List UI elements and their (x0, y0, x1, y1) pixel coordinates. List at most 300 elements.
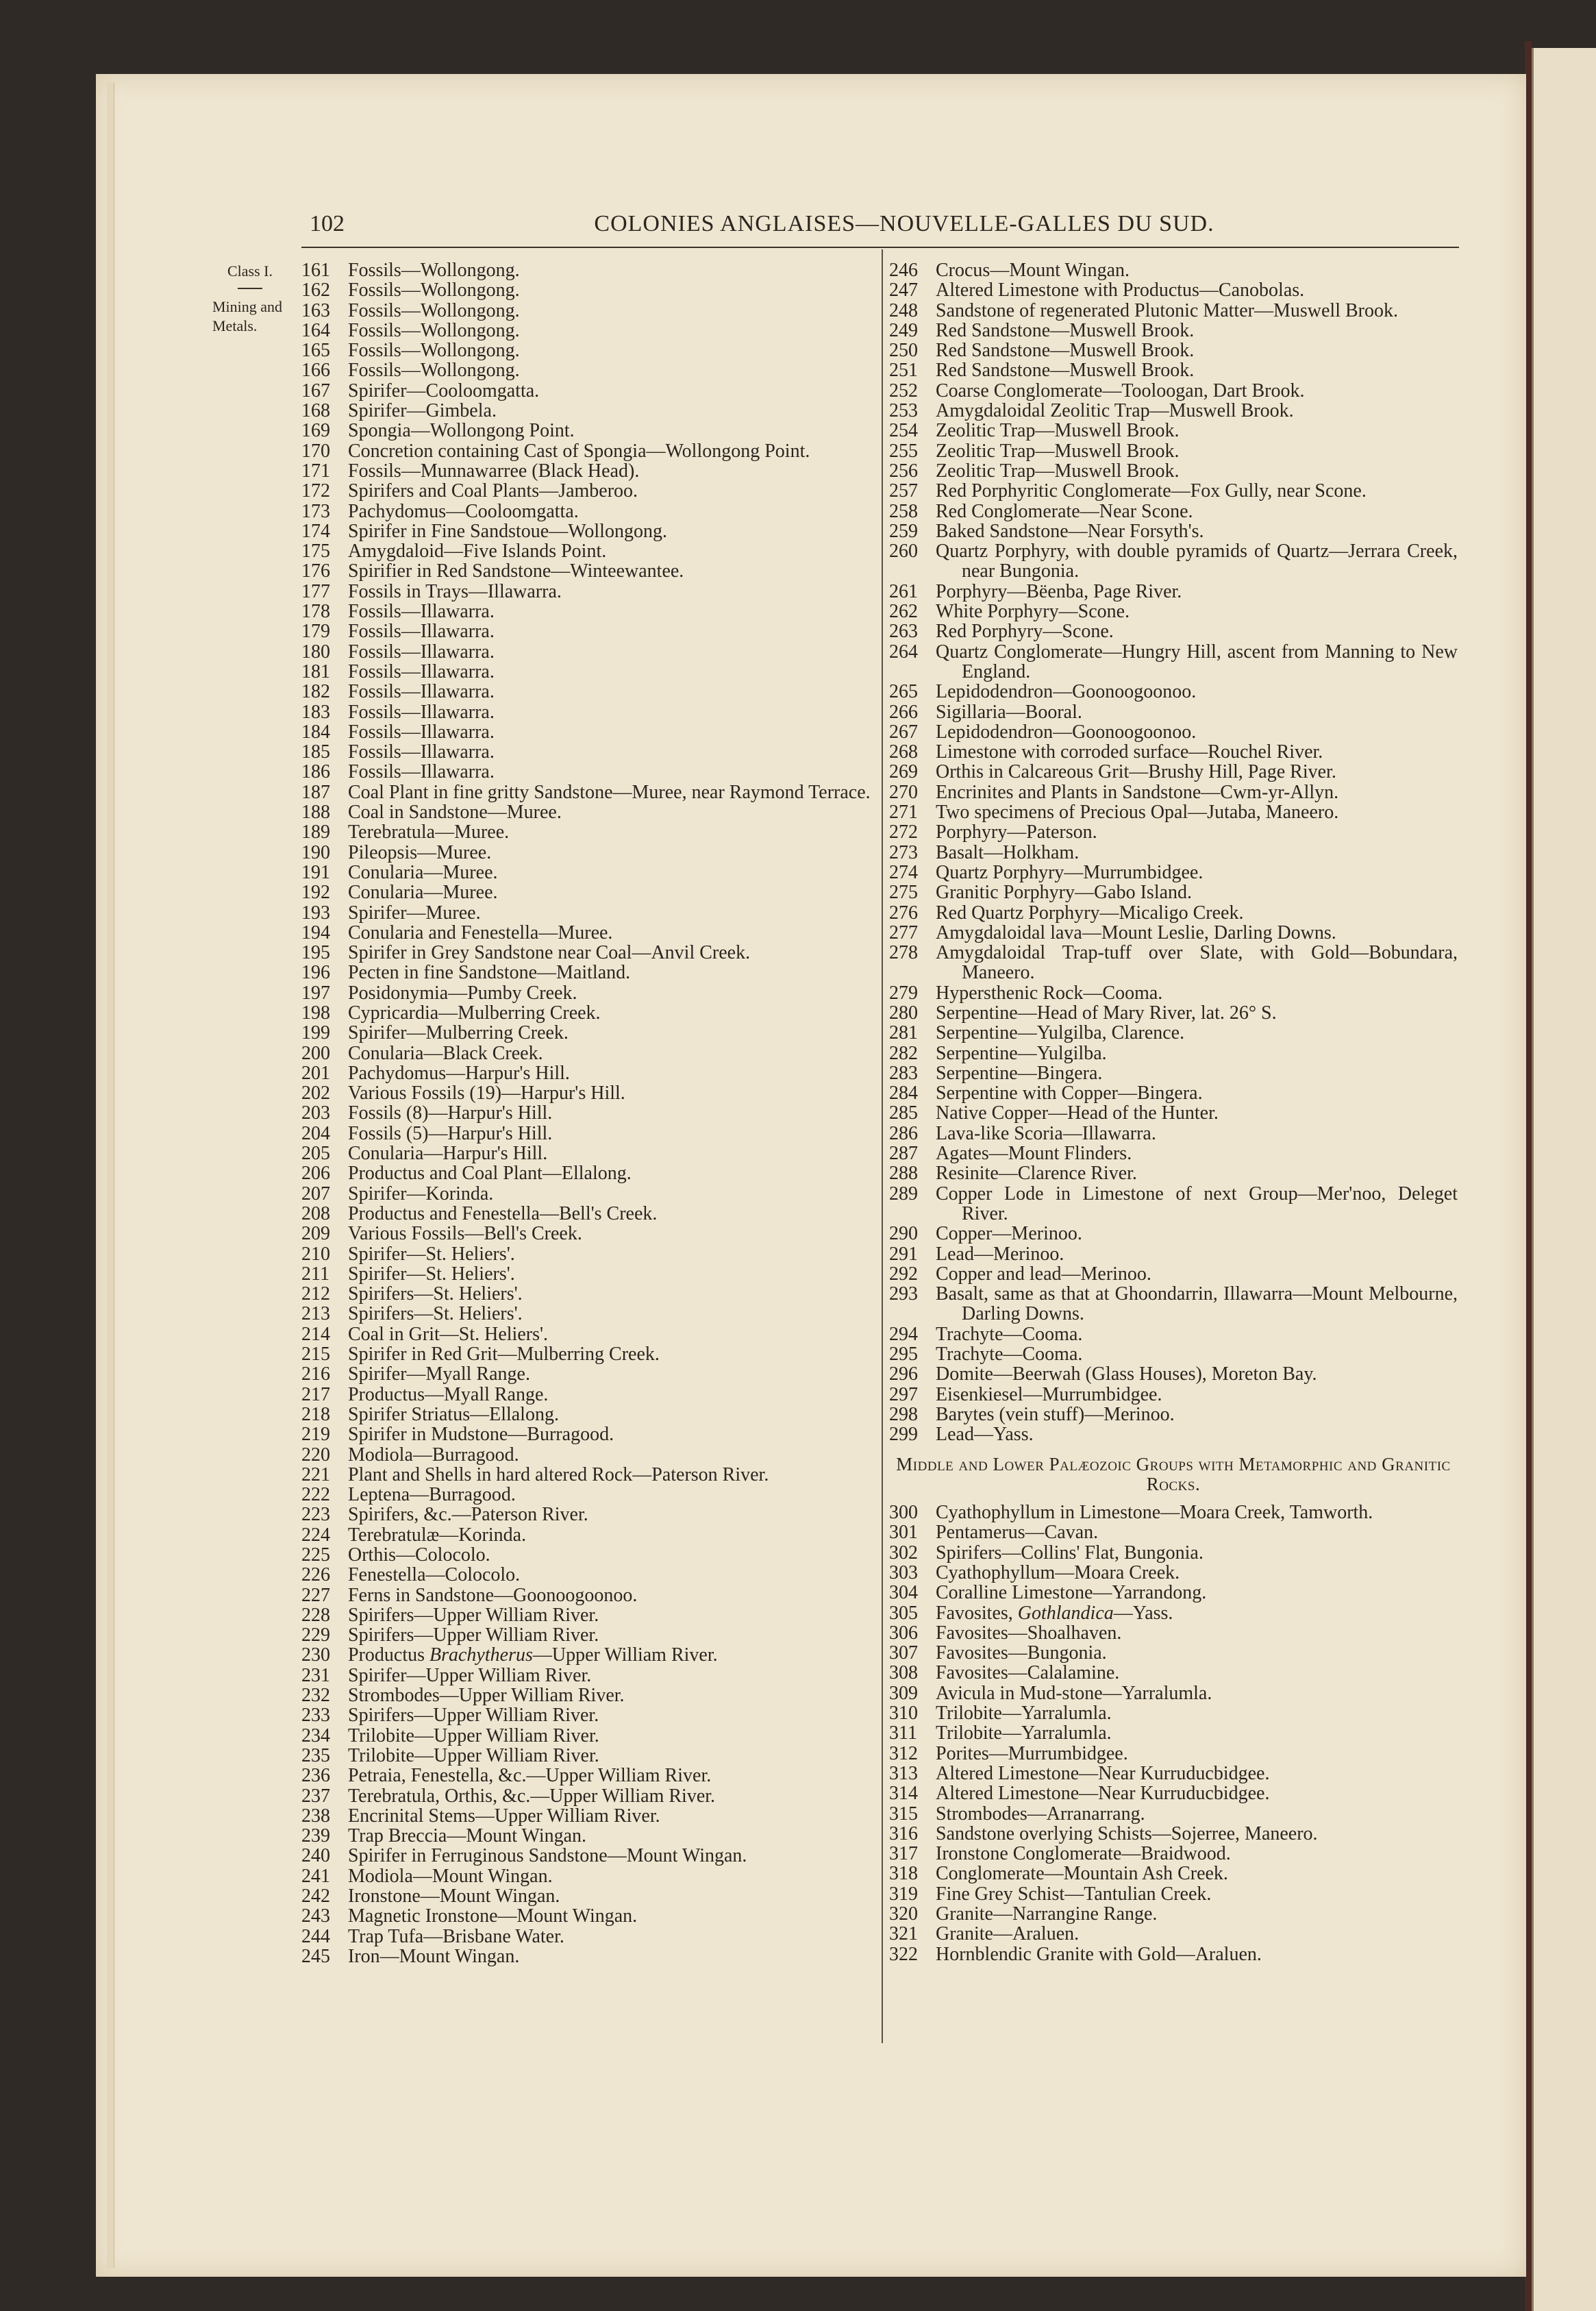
entry-description: Ironstone—Mount Wingan. (348, 1886, 560, 1907)
entry-number: 305 (889, 1602, 918, 1624)
catalogue-entry (889, 1884, 1458, 1904)
entry-text (936, 461, 1458, 481)
entry-text (348, 843, 877, 863)
entry-text (936, 1924, 1458, 1944)
catalogue-entry (889, 742, 1458, 762)
entry-description: Petraia, Fenestella, &c.—Upper William River. (348, 1765, 712, 1787)
catalogue-entry (889, 1163, 1458, 1183)
entry-number: 277 (889, 922, 918, 943)
entry-number: 320 (889, 1903, 918, 1925)
catalogue-entry (301, 1083, 877, 1103)
entry-number: 170 (301, 440, 330, 462)
entry-text (348, 1766, 877, 1785)
entry-number: 264 (889, 641, 918, 663)
entry-description: Spirifers and Coal Plants—Jamberoo. (348, 480, 638, 502)
entry-description: Spirifers—Upper William River. (348, 1604, 599, 1626)
entry-text (348, 1786, 877, 1806)
entry-description: Fossils—Illawarra. (348, 601, 495, 623)
entry-number: 318 (889, 1863, 918, 1885)
entry-number: 199 (301, 1022, 330, 1044)
catalogue-entry (301, 1284, 877, 1304)
margin-note (205, 262, 295, 336)
entry-text (936, 1424, 1458, 1444)
entry-text (936, 762, 1458, 782)
entry-text (936, 541, 1458, 582)
entry-text (936, 280, 1458, 300)
entry-number: 190 (301, 841, 330, 863)
catalogue-entry (301, 1385, 877, 1405)
entry-text (348, 1585, 877, 1605)
entry-description: Red Quartz Porphyry—Micaligo Creek. (936, 902, 1244, 924)
entry-description: Spirifer—Cooloomgatta. (348, 380, 540, 401)
entry-number: 255 (889, 440, 918, 462)
entry-text (348, 642, 877, 662)
section-heading: Middle and Lower Palæozoic Groups with Metamorphic and Granitic Rocks. (896, 1453, 1451, 1494)
catalogue-entry (889, 903, 1458, 923)
entry-description: Pachydomus—Cooloomgatta. (348, 500, 579, 522)
entry-number: 281 (889, 1022, 918, 1044)
catalogue-entry (301, 481, 877, 501)
entry-description: Terebratula—Muree. (348, 821, 510, 843)
entry-description: Conularia—Muree. (348, 882, 498, 904)
entry-text (936, 1643, 1458, 1663)
catalogue-entry (889, 1244, 1458, 1264)
entry-number: 278 (889, 942, 918, 964)
entry-text (936, 843, 1458, 863)
entry-description: Amygdaloidal lava—Mount Leslie, Darling Downs. (936, 922, 1336, 943)
entry-description: Fossils—Illawarra. (348, 641, 495, 663)
catalogue-entry (889, 481, 1458, 501)
entry-number: 193 (301, 902, 330, 924)
entry-text (348, 1645, 877, 1665)
entry-number: 275 (889, 882, 918, 904)
entry-text (348, 1565, 877, 1585)
catalogue-entry (301, 381, 877, 401)
entry-text (348, 722, 877, 742)
entry-number: 202 (301, 1083, 330, 1104)
catalogue-entry (889, 1344, 1458, 1364)
catalogue-entry (301, 1485, 877, 1505)
entry-text (936, 582, 1458, 602)
catalogue-entry (301, 1184, 877, 1204)
entry-description: Fossils—Illawarra. (348, 701, 495, 723)
entry-number: 268 (889, 741, 918, 763)
entry-text (936, 1083, 1458, 1103)
catalogue-entry (301, 1204, 877, 1224)
entry-number: 317 (889, 1843, 918, 1865)
catalogue-entry (301, 1304, 877, 1324)
catalogue-entry (301, 1364, 877, 1384)
entry-number: 232 (301, 1685, 330, 1707)
entry-description: Fossils—Illawarra. (348, 761, 495, 783)
entry-description: Copper—Merinoo. (936, 1223, 1082, 1245)
catalogue-entry (301, 401, 877, 421)
entry-number: 198 (301, 1002, 330, 1024)
entry-number: 306 (889, 1622, 918, 1644)
entry-text (348, 1746, 877, 1766)
entry-number: 267 (889, 721, 918, 743)
column-divider (882, 249, 883, 2043)
entry-number: 302 (889, 1542, 918, 1564)
entry-description: Conularia—Harpur's Hill. (348, 1143, 548, 1165)
entry-text (936, 1744, 1458, 1764)
entry-text (936, 1023, 1458, 1043)
catalogue-entry (301, 702, 877, 722)
catalogue-entry (301, 1244, 877, 1264)
catalogue-entry (889, 1083, 1458, 1103)
entry-description: Posidonymia—Pumby Creek. (348, 982, 577, 1004)
entry-description: White Porphyry—Scone. (936, 601, 1130, 623)
entry-number: 287 (889, 1143, 918, 1165)
entry-number: 314 (889, 1783, 918, 1805)
entry-number: 238 (301, 1805, 330, 1827)
entry-text (348, 1264, 877, 1284)
entry-description: Fossils—Wollongong. (348, 360, 520, 382)
entry-text (936, 1364, 1458, 1384)
catalogue-entry (301, 1525, 877, 1545)
entry-number: 298 (889, 1403, 918, 1425)
catalogue-entry (301, 280, 877, 300)
entry-number: 222 (301, 1484, 330, 1506)
catalogue-entry (889, 1804, 1458, 1824)
entry-text (348, 1304, 877, 1324)
entry-description: Encrinites and Plants in Sandstone—Cwm-yr-Allyn. (936, 781, 1339, 803)
catalogue-entry (889, 1924, 1458, 1944)
catalogue-entry (889, 1063, 1458, 1083)
catalogue-entry (889, 341, 1458, 360)
catalogue-entry (301, 1124, 877, 1144)
entry-description: Zeolitic Trap—Muswell Brook. (936, 420, 1180, 442)
entry-number: 297 (889, 1383, 918, 1405)
entry-number: 241 (301, 1865, 330, 1887)
entry-text (936, 1385, 1458, 1405)
entry-description: Coal in Sandstone—Muree. (348, 802, 562, 824)
catalogue-entry (301, 1705, 877, 1725)
entry-text (936, 1405, 1458, 1424)
entry-description: Serpentine—Yulgilba. (936, 1042, 1107, 1064)
entry-text (936, 360, 1458, 380)
catalogue-entry (889, 1703, 1458, 1723)
entry-description: Quartz Porphyry—Murrumbidgee. (936, 861, 1204, 883)
entry-description: Sandstone overlying Schists—Sojerree, Maneero. (936, 1822, 1318, 1844)
catalogue-entry (889, 441, 1458, 461)
entry-description: Fossils—Wollongong. (348, 260, 520, 281)
page-gutter (107, 82, 114, 2268)
entry-description: Favosites—Calalamine. (936, 1662, 1120, 1684)
catalogue-entry (889, 1224, 1458, 1244)
catalogue-entry (301, 1826, 877, 1846)
catalogue-entry (889, 762, 1458, 782)
catalogue-entry (889, 1405, 1458, 1424)
entry-description: Pachydomus—Harpur's Hill. (348, 1062, 570, 1084)
entry-description: Favosites—Shoalhaven. (936, 1622, 1122, 1644)
entry-description: Spirifer—Upper William River. (348, 1664, 592, 1686)
entry-description: Spirifer—Korinda. (348, 1183, 494, 1204)
catalogue-entry (301, 1063, 877, 1083)
entry-description: Serpentine—Head of Mary River, lat. 26° S. (936, 1002, 1277, 1024)
entry-description: Productus and Fenestella—Bell's Creek. (348, 1202, 658, 1224)
entry-text (936, 1623, 1458, 1643)
entry-text (348, 461, 877, 481)
entry-text (936, 1244, 1458, 1264)
entry-number: 213 (301, 1303, 330, 1325)
entry-description: Conglomerate—Mountain Ash Creek. (936, 1863, 1228, 1885)
entry-text (936, 742, 1458, 762)
entry-text (936, 1563, 1458, 1583)
catalogue-entry (301, 802, 877, 822)
entry-number: 188 (301, 802, 330, 824)
entry-description: Fine Grey Schist—Tantulian Creek. (936, 1883, 1212, 1905)
catalogue-entry (889, 722, 1458, 742)
entry-text (348, 1866, 877, 1886)
catalogue-entry (889, 401, 1458, 421)
entry-description: Spirifers—Upper William River. (348, 1705, 599, 1727)
entry-description: Lava-like Scoria—Illawarra. (936, 1122, 1156, 1144)
catalogue-entry (301, 822, 877, 842)
entry-text (936, 1043, 1458, 1063)
entry-description: Limestone with corroded surface—Rouchel River. (936, 741, 1323, 763)
entry-description: Agates—Mount Flinders. (936, 1143, 1132, 1165)
entry-description: Conularia—Black Creek. (348, 1042, 543, 1064)
catalogue-entry (889, 642, 1458, 682)
entry-description: Amygdaloidal Zeolitic Trap—Muswell Brook. (936, 400, 1294, 422)
entry-number: 233 (301, 1705, 330, 1727)
entry-description: Orthis in Calcareous Grit—Brushy Hill, Page River. (936, 761, 1336, 783)
catalogue-entry (889, 1744, 1458, 1764)
catalogue-entry (889, 983, 1458, 1003)
entry-description: Modiola—Burragood. (348, 1444, 519, 1466)
entry-number: 167 (301, 380, 330, 401)
entry-number: 217 (301, 1383, 330, 1405)
entry-text (348, 1405, 877, 1424)
entry-text (348, 1685, 877, 1705)
entry-description: Fossils—Wollongong. (348, 319, 520, 341)
entry-description: Sigillaria—Booral. (936, 701, 1082, 723)
entry-number: 208 (301, 1202, 330, 1224)
entry-description: Strombodes—Arranarrang. (936, 1803, 1145, 1825)
entry-description: Various Fossils (19)—Harpur's Hill. (348, 1083, 625, 1104)
catalogue-entry (889, 321, 1458, 341)
entry-description: Trilobite—Yarralumla. (936, 1722, 1112, 1744)
entry-text (348, 1545, 877, 1565)
entry-text (348, 341, 877, 360)
entry-description: Crocus—Mount Wingan. (936, 260, 1130, 281)
entry-text (348, 1083, 877, 1103)
entry-text (348, 1124, 877, 1144)
entry-text (348, 321, 877, 341)
entry-text (348, 983, 877, 1003)
entry-description: Hornblendic Granite with Gold—Araluen. (936, 1943, 1262, 1965)
entry-text (936, 502, 1458, 521)
catalogue-entry (889, 843, 1458, 863)
entry-number: 169 (301, 420, 330, 442)
entry-number: 173 (301, 500, 330, 522)
catalogue-entry (301, 1565, 877, 1585)
catalogue-entry (301, 1886, 877, 1906)
entry-number: 186 (301, 761, 330, 783)
catalogue-entry (301, 421, 877, 441)
entry-number: 179 (301, 621, 330, 643)
entry-text (348, 1445, 877, 1465)
catalogue-entry (301, 1927, 877, 1947)
entry-number: 290 (889, 1223, 918, 1245)
entry-description: Spirifer—St. Heliers'. (348, 1243, 515, 1265)
entry-text (936, 421, 1458, 441)
entry-description: Porphyry—Bëenba, Page River. (936, 580, 1182, 602)
entry-description: Terebratula, Orthis, &c.—Upper William River. (348, 1785, 716, 1807)
catalogue-entry (889, 1764, 1458, 1783)
catalogue-entry (889, 1643, 1458, 1663)
catalogue-entry (889, 1184, 1458, 1224)
entry-text (348, 481, 877, 501)
catalogue-entry (301, 1585, 877, 1605)
catalogue-entry (301, 1806, 877, 1826)
catalogue-entry (301, 843, 877, 863)
entry-number: 274 (889, 861, 918, 883)
entry-number: 212 (301, 1283, 330, 1305)
entry-description: Spirifier in Red Sandstone—Winteewantee. (348, 560, 684, 582)
entry-text (936, 481, 1458, 501)
entry-number: 321 (889, 1923, 918, 1945)
entry-text (936, 1144, 1458, 1163)
entry-text (936, 782, 1458, 802)
catalogue-entry (301, 1666, 877, 1685)
entry-number: 200 (301, 1042, 330, 1064)
entry-description: Avicula in Mud-stone—Yarralumla. (936, 1682, 1212, 1704)
entry-text (936, 1163, 1458, 1183)
entry-text (348, 742, 877, 762)
entry-text (936, 1264, 1458, 1284)
catalogue-entry (301, 1645, 877, 1665)
adjacent-page-edge (1532, 48, 1596, 2311)
entry-text (348, 521, 877, 541)
entry-number: 239 (301, 1825, 330, 1847)
entry-text (348, 682, 877, 702)
entry-number: 214 (301, 1323, 330, 1345)
catalogue-entry (889, 1623, 1458, 1643)
entry-number: 189 (301, 821, 330, 843)
entry-description: Two specimens of Precious Opal—Jutaba, Maneero. (936, 802, 1339, 824)
entry-text (348, 1726, 877, 1746)
entry-number: 291 (889, 1243, 918, 1265)
entry-description: Productus and Coal Plant—Ellalong. (348, 1163, 632, 1185)
entry-text (936, 642, 1458, 682)
entry-number: 235 (301, 1744, 330, 1766)
entry-description: Lead—Yass. (936, 1424, 1034, 1446)
entry-text (348, 1103, 877, 1123)
catalogue-entry (301, 1405, 877, 1424)
entry-text (348, 1666, 877, 1685)
entry-description: Spirifer in Mudstone—Burragood. (348, 1424, 614, 1446)
entry-text (348, 1846, 877, 1866)
catalogue-entry (889, 421, 1458, 441)
entry-text (348, 903, 877, 923)
entry-number: 229 (301, 1624, 330, 1646)
entry-number: 161 (301, 260, 330, 281)
entry-text (936, 1124, 1458, 1144)
catalogue-entry (301, 1605, 877, 1625)
entry-number: 319 (889, 1883, 918, 1905)
entry-text (936, 1324, 1458, 1344)
catalogue-entry (889, 301, 1458, 321)
entry-text (936, 802, 1458, 822)
entry-number: 250 (889, 340, 918, 362)
entry-text (936, 521, 1458, 541)
catalogue-entry (889, 1324, 1458, 1344)
entry-number: 221 (301, 1463, 330, 1485)
entry-number: 166 (301, 360, 330, 382)
entry-description: Porphyry—Paterson. (936, 821, 1097, 843)
catalogue-entry (889, 1583, 1458, 1603)
entry-number: 246 (889, 260, 918, 281)
entry-description: Ironstone Conglomerate—Braidwood. (936, 1843, 1231, 1865)
entry-text (936, 1543, 1458, 1563)
entry-number: 242 (301, 1886, 330, 1907)
catalogue-entry (301, 1224, 877, 1244)
catalogue-entry (889, 822, 1458, 842)
entry-number: 285 (889, 1102, 918, 1124)
entry-number: 171 (301, 460, 330, 482)
entry-number: 219 (301, 1424, 330, 1446)
entry-description: Amygdaloid—Five Islands Point. (348, 541, 607, 563)
entry-text (936, 822, 1458, 842)
catalogue-entry (301, 782, 877, 802)
entry-text (348, 541, 877, 561)
catalogue-entry (301, 903, 877, 923)
entry-description: Altered Limestone—Near Kurruducbidgee. (936, 1762, 1270, 1784)
entry-description: Productus—Myall Range. (348, 1383, 549, 1405)
entry-description: Copper Lode in Limestone of next Group—Mer'noo, Deleget River. (936, 1183, 1458, 1224)
entry-description: Fossils (8)—Harpur's Hill. (348, 1102, 553, 1124)
catalogue-entry (301, 1786, 877, 1806)
catalogue-entry (889, 782, 1458, 802)
entry-text (348, 1224, 877, 1244)
entry-text (936, 1003, 1458, 1023)
catalogue-entry (301, 1685, 877, 1705)
entry-text (348, 1605, 877, 1625)
catalogue-entry (301, 1324, 877, 1344)
page-number: 102 (310, 211, 345, 236)
entry-number: 261 (889, 580, 918, 602)
entry-number: 194 (301, 922, 330, 943)
catalogue-entry (301, 983, 877, 1003)
entry-number: 176 (301, 560, 330, 582)
entry-locality: —Upper William River. (532, 1644, 718, 1666)
catalogue-entry (301, 1023, 877, 1043)
entry-text (348, 943, 877, 963)
entry-number: 304 (889, 1582, 918, 1604)
entry-description: Quartz Porphyry, with double pyramids of Quartz—Jerrara Creek, near Bungonia. (936, 541, 1458, 582)
catalogue-entry (301, 1766, 877, 1785)
entry-number: 272 (889, 821, 918, 843)
entry-number: 184 (301, 721, 330, 743)
entry-number: 243 (301, 1905, 330, 1927)
catalogue-entry (889, 1385, 1458, 1405)
entry-species-italic: Gothlandica (1017, 1602, 1114, 1624)
entry-text (936, 1063, 1458, 1083)
entry-description: Barytes (vein stuff)—Merinoo. (936, 1403, 1175, 1425)
catalogue-entry (889, 1904, 1458, 1924)
entry-text (936, 1944, 1458, 1964)
entry-number: 240 (301, 1845, 330, 1867)
entry-description: Serpentine with Copper—Bingera. (936, 1083, 1203, 1104)
entry-text (936, 1703, 1458, 1723)
entry-description: Spirifer in Red Grit—Mulberring Creek. (348, 1344, 660, 1365)
catalogue-entry (889, 1663, 1458, 1683)
entry-text (348, 702, 877, 722)
catalogue-entry (301, 260, 877, 280)
entry-description: Spirifer—Mulberring Creek. (348, 1022, 569, 1044)
